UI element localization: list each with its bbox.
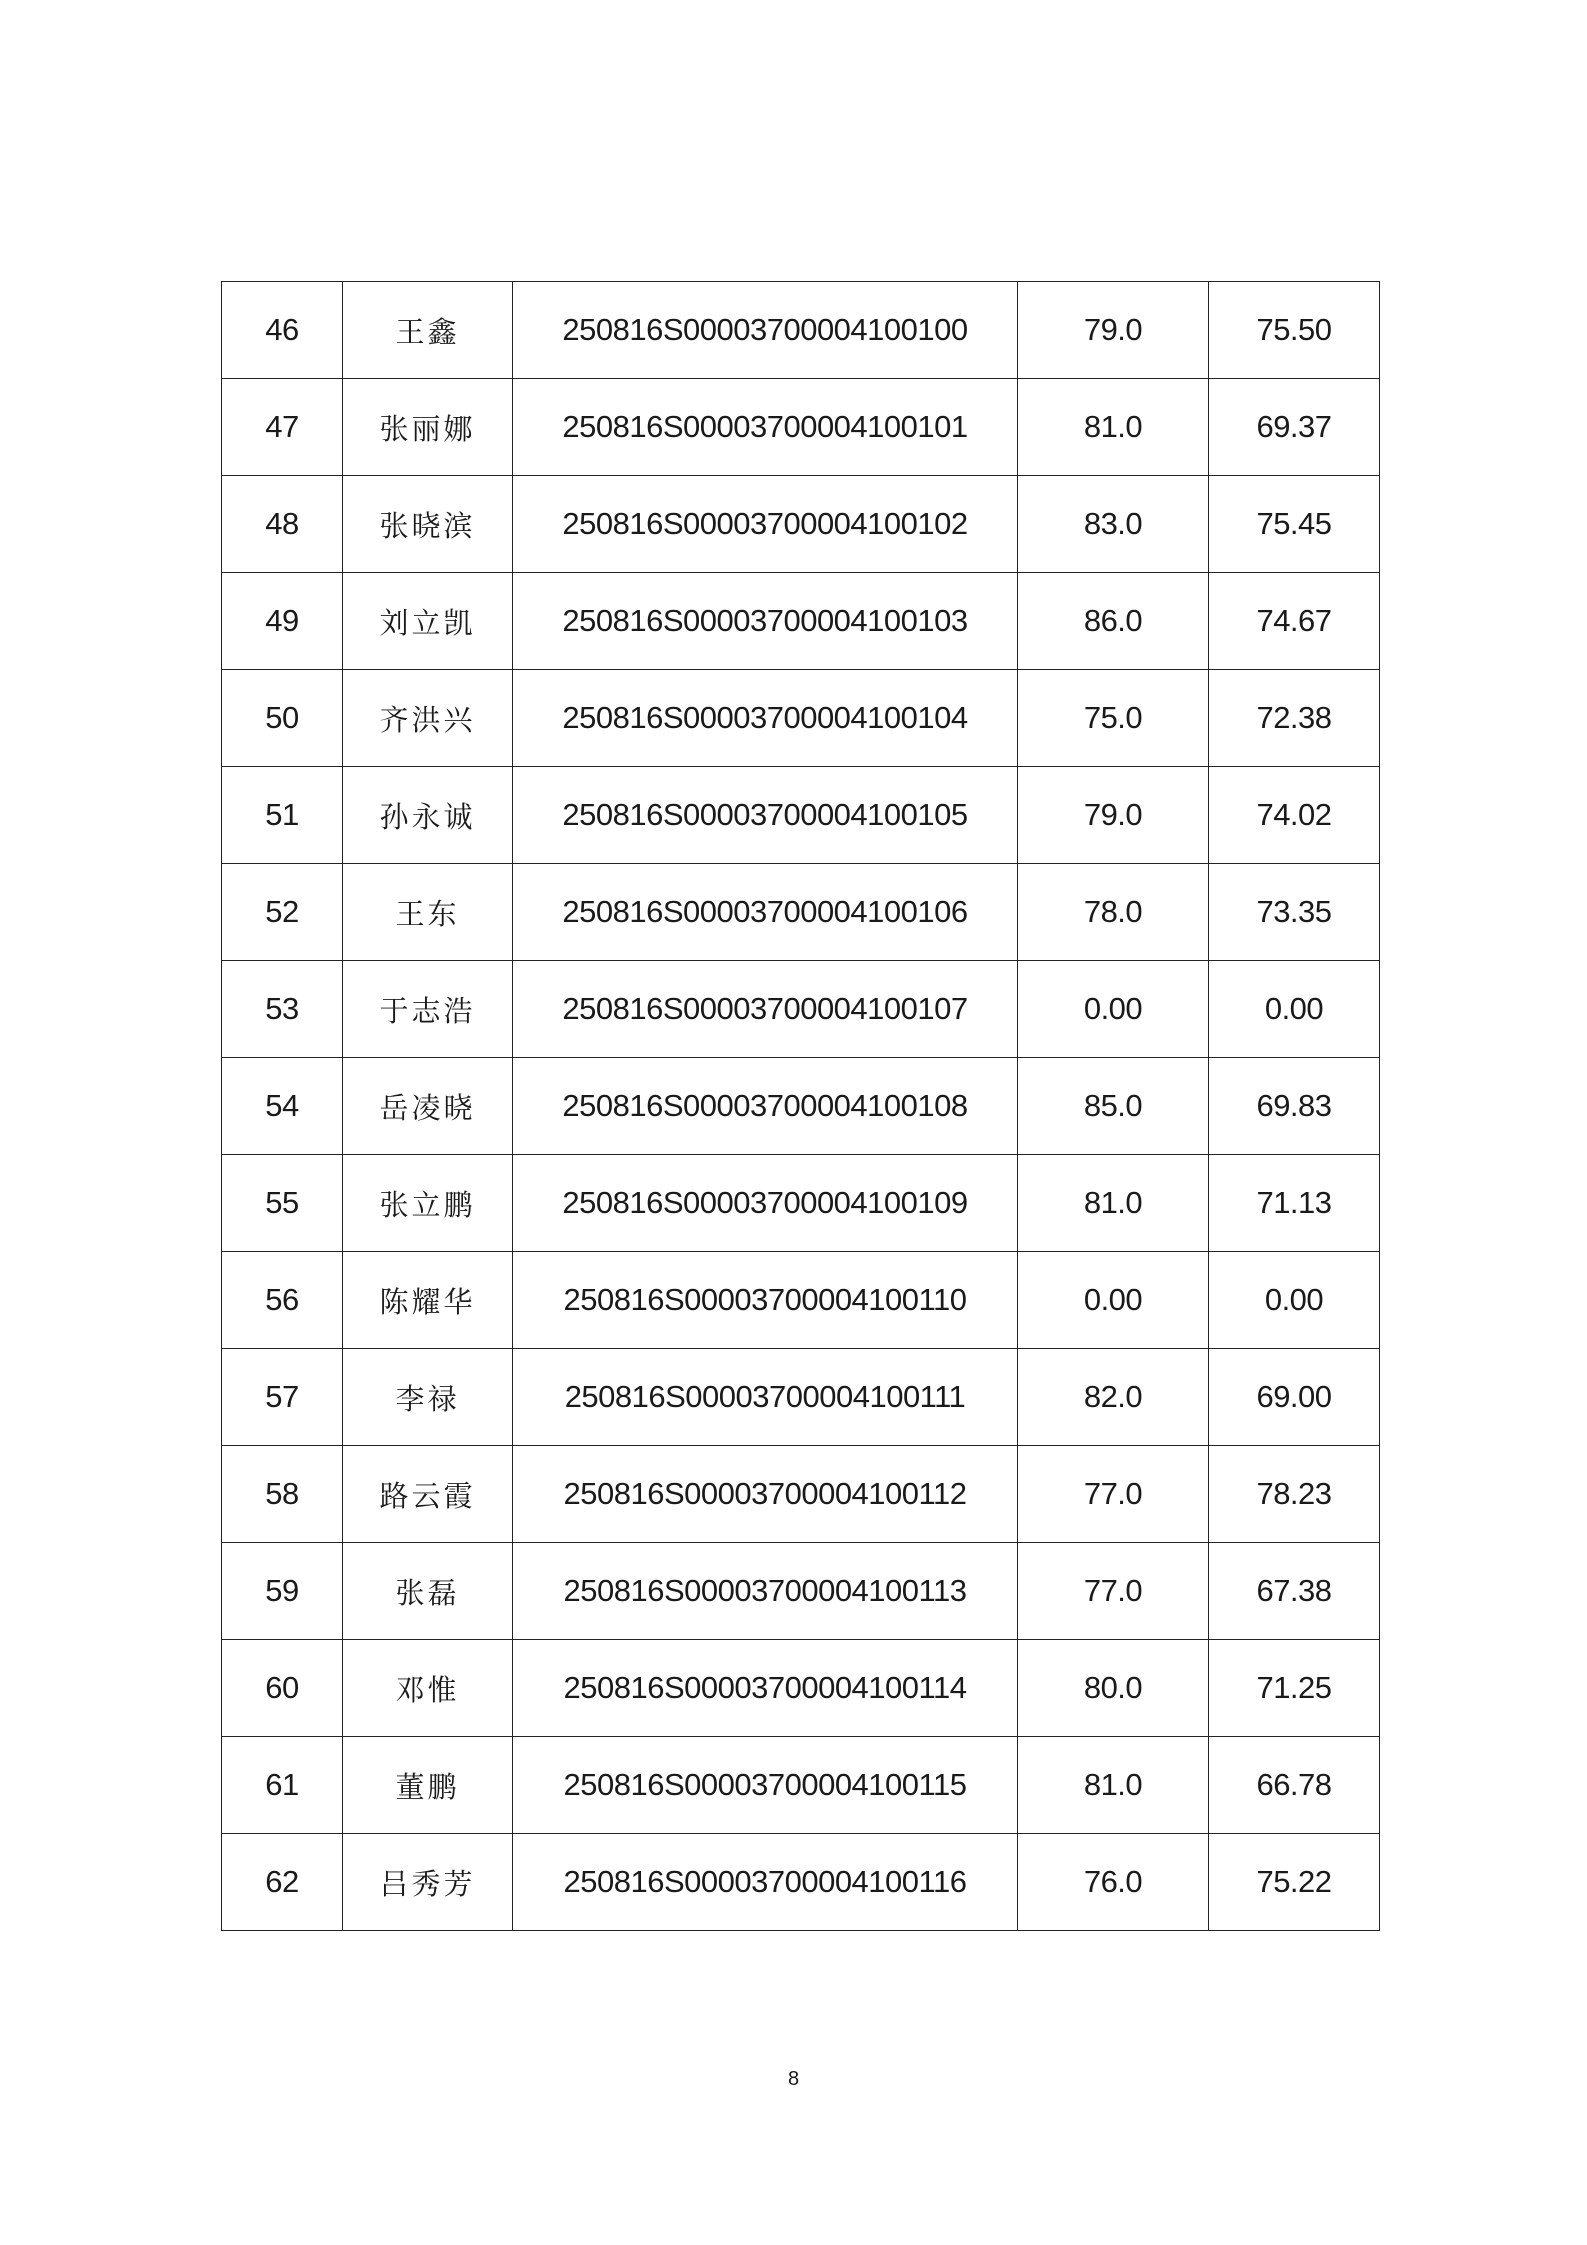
- ticket-number: 250816S00003700004100113: [513, 1543, 1018, 1640]
- row-number: 49: [222, 573, 343, 670]
- total-score: 69.83: [1209, 1058, 1380, 1155]
- total-score: 71.13: [1209, 1155, 1380, 1252]
- ticket-number: 250816S00003700004100116: [513, 1834, 1018, 1931]
- written-score: 76.0: [1018, 1834, 1209, 1931]
- table-row: [222, 1058, 1380, 1155]
- written-score: 81.0: [1018, 379, 1209, 476]
- written-score: 81.0: [1018, 1737, 1209, 1834]
- score-table: [221, 281, 1380, 1931]
- written-score: 85.0: [1018, 1058, 1209, 1155]
- written-score: 0.00: [1018, 1252, 1209, 1349]
- written-score: 81.0: [1018, 1155, 1209, 1252]
- ticket-number: 250816S00003700004100114: [513, 1640, 1018, 1737]
- ticket-number: 250816S00003700004100109: [513, 1155, 1018, 1252]
- ticket-number: 250816S00003700004100112: [513, 1446, 1018, 1543]
- total-score: 72.38: [1209, 670, 1380, 767]
- total-score: 69.00: [1209, 1349, 1380, 1446]
- table-row: [222, 573, 1380, 670]
- total-score: 67.38: [1209, 1543, 1380, 1640]
- candidate-name: 孙永诚: [343, 767, 513, 864]
- row-number: 58: [222, 1446, 343, 1543]
- total-score: 0.00: [1209, 1252, 1380, 1349]
- total-score: 75.22: [1209, 1834, 1380, 1931]
- written-score: 79.0: [1018, 282, 1209, 379]
- table-row: [222, 961, 1380, 1058]
- candidate-name: 齐洪兴: [343, 670, 513, 767]
- row-number: 55: [222, 1155, 343, 1252]
- ticket-number: 250816S00003700004100106: [513, 864, 1018, 961]
- row-number: 46: [222, 282, 343, 379]
- table-row: [222, 1640, 1380, 1737]
- table-row: [222, 1252, 1380, 1349]
- candidate-name: 邓惟: [343, 1640, 513, 1737]
- total-score: 75.50: [1209, 282, 1380, 379]
- candidate-name: 岳凌晓: [343, 1058, 513, 1155]
- written-score: 80.0: [1018, 1640, 1209, 1737]
- total-score: 71.25: [1209, 1640, 1380, 1737]
- table-row: [222, 1446, 1380, 1543]
- total-score: 0.00: [1209, 961, 1380, 1058]
- ticket-number: 250816S00003700004100110: [513, 1252, 1018, 1349]
- candidate-name: 董鹏: [343, 1737, 513, 1834]
- candidate-name: 张磊: [343, 1543, 513, 1640]
- ticket-number: 250816S00003700004100103: [513, 573, 1018, 670]
- total-score: 74.67: [1209, 573, 1380, 670]
- candidate-name: 王东: [343, 864, 513, 961]
- row-number: 52: [222, 864, 343, 961]
- table-row: [222, 670, 1380, 767]
- candidate-name: 吕秀芳: [343, 1834, 513, 1931]
- written-score: 0.00: [1018, 961, 1209, 1058]
- row-number: 48: [222, 476, 343, 573]
- table-row: [222, 282, 1380, 379]
- candidate-name: 路云霞: [343, 1446, 513, 1543]
- row-number: 59: [222, 1543, 343, 1640]
- written-score: 75.0: [1018, 670, 1209, 767]
- candidate-name: 王鑫: [343, 282, 513, 379]
- candidate-name: 陈耀华: [343, 1252, 513, 1349]
- ticket-number: 250816S00003700004100105: [513, 767, 1018, 864]
- table-row: [222, 767, 1380, 864]
- candidate-name: 张丽娜: [343, 379, 513, 476]
- row-number: 60: [222, 1640, 343, 1737]
- total-score: 66.78: [1209, 1737, 1380, 1834]
- table-row: [222, 1737, 1380, 1834]
- candidate-name: 张立鹏: [343, 1155, 513, 1252]
- ticket-number: 250816S00003700004100101: [513, 379, 1018, 476]
- row-number: 61: [222, 1737, 343, 1834]
- row-number: 54: [222, 1058, 343, 1155]
- written-score: 82.0: [1018, 1349, 1209, 1446]
- row-number: 57: [222, 1349, 343, 1446]
- row-number: 51: [222, 767, 343, 864]
- written-score: 78.0: [1018, 864, 1209, 961]
- ticket-number: 250816S00003700004100108: [513, 1058, 1018, 1155]
- written-score: 77.0: [1018, 1446, 1209, 1543]
- table-row: [222, 1349, 1380, 1446]
- ticket-number: 250816S00003700004100115: [513, 1737, 1018, 1834]
- table-row: [222, 1543, 1380, 1640]
- ticket-number: 250816S00003700004100100: [513, 282, 1018, 379]
- written-score: 77.0: [1018, 1543, 1209, 1640]
- row-number: 47: [222, 379, 343, 476]
- table-row: [222, 864, 1380, 961]
- total-score: 78.23: [1209, 1446, 1380, 1543]
- ticket-number: 250816S00003700004100111: [513, 1349, 1018, 1446]
- total-score: 74.02: [1209, 767, 1380, 864]
- ticket-number: 250816S00003700004100102: [513, 476, 1018, 573]
- written-score: 86.0: [1018, 573, 1209, 670]
- row-number: 50: [222, 670, 343, 767]
- table-row: [222, 379, 1380, 476]
- candidate-name: 李禄: [343, 1349, 513, 1446]
- table-row: [222, 1834, 1380, 1931]
- total-score: 73.35: [1209, 864, 1380, 961]
- ticket-number: 250816S00003700004100104: [513, 670, 1018, 767]
- candidate-name: 张晓滨: [343, 476, 513, 573]
- total-score: 75.45: [1209, 476, 1380, 573]
- candidate-name: 刘立凯: [343, 573, 513, 670]
- candidate-name: 于志浩: [343, 961, 513, 1058]
- ticket-number: 250816S00003700004100107: [513, 961, 1018, 1058]
- total-score: 69.37: [1209, 379, 1380, 476]
- page-number: 8: [787, 2068, 800, 2090]
- written-score: 79.0: [1018, 767, 1209, 864]
- row-number: 56: [222, 1252, 343, 1349]
- row-number: 62: [222, 1834, 343, 1931]
- table-row: [222, 1155, 1380, 1252]
- table-row: [222, 476, 1380, 573]
- written-score: 83.0: [1018, 476, 1209, 573]
- row-number: 53: [222, 961, 343, 1058]
